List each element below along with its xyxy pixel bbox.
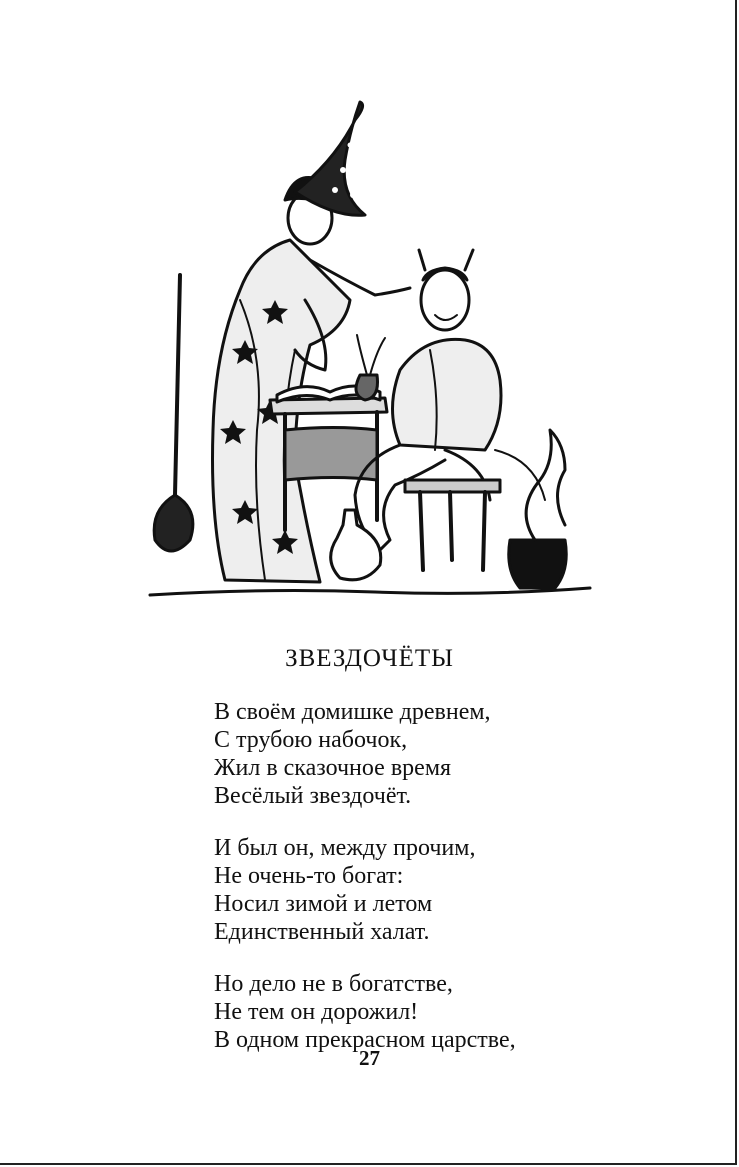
poem-line: Жил в сказочное время [214,755,452,781]
poem-line: Не тем он дорожил! [214,999,419,1025]
poem-line: Не очень-то богат: [214,863,404,889]
poem-body [214,698,634,1078]
stanza-1 [214,698,634,810]
poem-line: Единственный халат. [214,919,430,945]
poem-line: В своём домишке древнем, [214,699,491,725]
page-number: 27 [359,1046,380,1070]
poem-line: В одном прекрасном царстве, [214,1027,516,1053]
poem-line: И был он, между прочим, [214,835,476,861]
poem-title: ЗВЕЗДОЧЁТЫ [285,645,454,672]
stanza-3 [214,970,634,1054]
poem-line: Весёлый звездочёт. [214,783,412,809]
illustration-drawing [145,100,595,605]
poem-line: С трубою набочок, [214,727,408,753]
poem-line: Носил зимой и летом [214,891,433,917]
astrologer-and-imp-illustration [145,100,595,605]
stanza-2 [214,834,634,946]
poem-line: Но дело не в богатстве, [214,971,453,997]
